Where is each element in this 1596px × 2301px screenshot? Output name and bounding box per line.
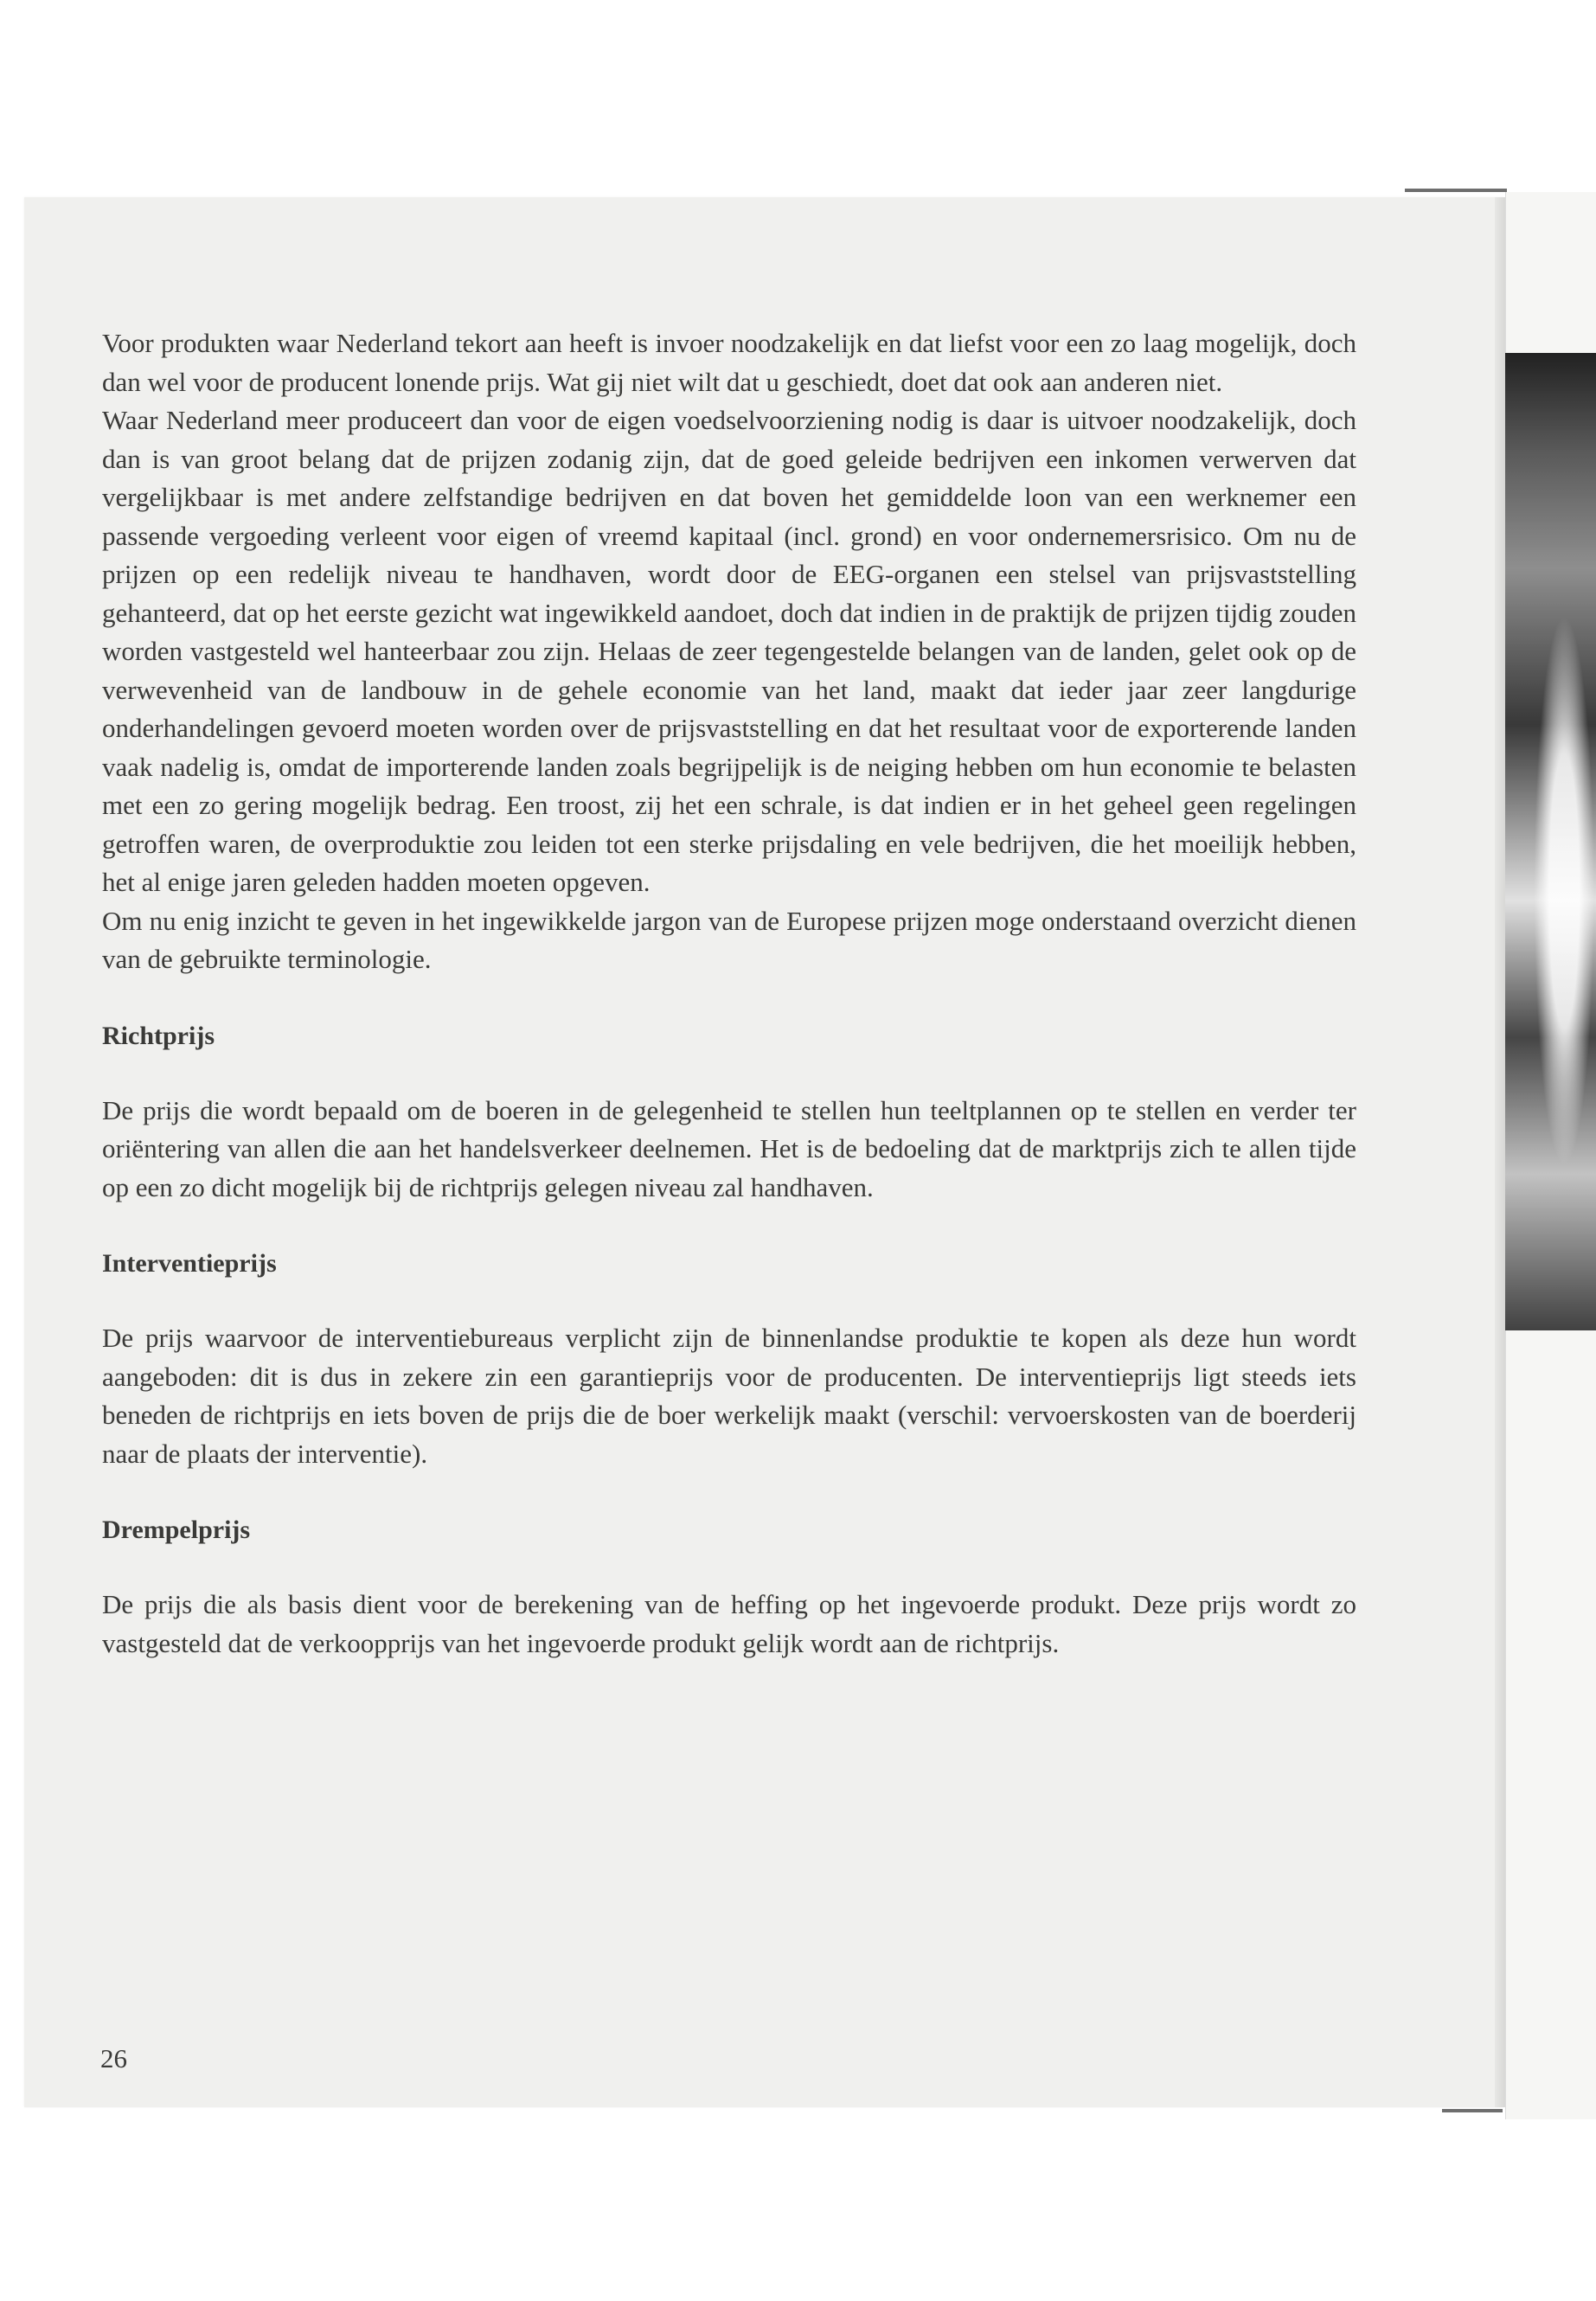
section-heading-drempelprijs: Drempelprijs — [102, 1516, 251, 1544]
bottom-crop-mark — [1442, 2109, 1503, 2112]
intro-paragraph-2: Waar Nederland meer produceert dan voor de eigen voedselvoorziening nodig is daar is uitvoer noodzakelijk, doch dan is van groot belang dat de prijzen zodanig zijn, dat de goed geleide bedrijven een inkomen verwerven dat vergelijkbaar is met andere zelfstandige bedrijven en dat boven het gemiddelde loon van een werknemer een passende vergoeding verleent voor eigen of vreemd kapitaal (incl. grond) en voor ondernemersrisico. Om nu de prijzen op een redelijk niveau te handhaven, wordt door de EEG-organen een stelsel van prijsvaststelling gehanteerd, dat op het eerste gezicht wat ingewikkeld aandoet, doch dat indien in de praktijk de prijzen tijdig zouden worden vastgesteld wel hanteerbaar zou zijn. Helaas de zeer tegengestelde belangen van de landen, gelet ook op de verwevenheid van de landbouw in de gehele economie van het land, maakt dat ieder jaar zeer langdurige onderhandelingen gevoerd moeten worden over de prijsvaststelling en dat het resultaat voor de exporterende landen vaak nadelig is, omdat de importerende landen zoals begrijpelijk is de neiging hebben om hun economie te belasten met een zo gering mogelijk bedrag. Een troost, zij het een schrale, is dat indien er in het geheel geen regelingen getroffen waren, de overproduktie zou leiden tot een sterke prijsdaling en vele bedrijven, die het moeilijk hebben, het al enige jaren geleden hadden moeten opgeven. — [102, 405, 1356, 897]
page-content — [102, 324, 1356, 1663]
section-text-drempelprijs: De prijs die als basis dient voor de berekening van de heffing op het ingevoerde produkt. Deze prijs wordt zo vastgesteld dat de verkoopprijs van het ingevoerde produkt gelijk wordt aan de richtprijs. — [102, 1589, 1356, 1658]
section-text-richtprijs: De prijs die wordt bepaald om de boeren in de gelegenheid te stellen hun teeltplannen op te stellen en verder ter oriëntering van allen die aan het handelsverkeer deelnemen. Het is de bedoeling dat de marktprijs zich te allen tijde op een zo dicht mogelijk bij de richtprijs gelegen niveau zal handhaven. — [102, 1094, 1356, 1202]
page-number: 26 — [100, 2043, 127, 2073]
section-heading-interventieprijs: Interventieprijs — [102, 1249, 277, 1278]
intro-paragraph-1: Voor produkten waar Nederland tekort aan heeft is invoer noodzakelijk en dat liefst voor een zo laag mogelijk, doch dan wel voor de producent lonende prijs. Wat gij niet wilt dat u geschiedt, doet dat ook aan anderen niet. — [102, 328, 1356, 397]
intro-paragraph-3: Om nu enig inzicht te geven in het ingewikkelde jargon van de Europese prijzen moge onderstaand overzicht dienen van de gebruikte terminologie. — [102, 905, 1356, 974]
top-crop-mark — [1405, 189, 1507, 192]
section-heading-richtprijs: Richtprijs — [102, 1021, 215, 1050]
section-text-interventieprijs: De prijs waarvoor de interventiebureaus verplicht zijn de binnenlandse produktie te kopen als deze hun wordt aangeboden: dit is dus in zekere zin een garantieprijs voor de producenten. De interventieprijs ligt steeds iets beneden de richtprijs en iets boven de prijs die de boer werkelijk maakt (verschil: vervoerskosten van de boerderij naar de plaats der interventie). — [102, 1323, 1356, 1469]
adjacent-page-photo — [1505, 353, 1596, 1330]
page-gutter — [1495, 197, 1505, 2107]
